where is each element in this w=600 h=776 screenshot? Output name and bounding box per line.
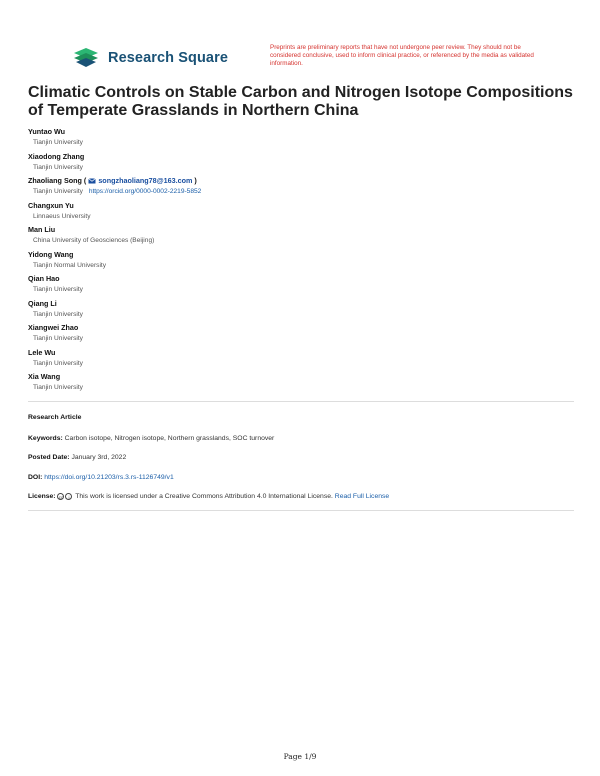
author-email-link[interactable] bbox=[88, 176, 192, 185]
author-affiliation: Tianjin University bbox=[33, 163, 83, 171]
author-name: Yidong Wang bbox=[28, 249, 74, 259]
author-entry bbox=[28, 273, 568, 298]
author-name: Xiaodong Zhang bbox=[28, 151, 85, 161]
author-entry bbox=[28, 224, 568, 249]
author-entry bbox=[28, 175, 568, 200]
author-affiliation-row bbox=[28, 186, 568, 197]
preprint-notice: Preprints are preliminary reports that have not undergone peer review. They should not be considered conclusive, used to inform clinical practice, or referenced by the media as validated information. bbox=[270, 44, 534, 67]
author-entry bbox=[28, 126, 568, 151]
divider bbox=[28, 401, 574, 402]
attribution-icon: i bbox=[65, 493, 72, 500]
research-square-logo-icon bbox=[72, 47, 102, 69]
author-affiliation: Tianjin University bbox=[33, 286, 83, 293]
author-entry bbox=[28, 298, 568, 323]
doi-row bbox=[28, 473, 174, 483]
author-entry bbox=[28, 371, 568, 396]
author-name: Qian Hao bbox=[28, 274, 60, 283]
author-entry bbox=[28, 151, 568, 176]
header bbox=[72, 44, 542, 80]
posted-date-label: Posted Date: bbox=[28, 454, 70, 461]
author-affiliation: Tianjin University bbox=[33, 139, 83, 146]
author-affiliation: Linnaeus University bbox=[33, 212, 91, 220]
author-entry bbox=[28, 200, 568, 225]
cc-icon: cc bbox=[58, 495, 64, 500]
article-type bbox=[28, 413, 81, 423]
keywords-value: Carbon isotope, Nitrogen isotope, Northern grasslands, SOC turnover bbox=[64, 435, 275, 442]
article-type-label: Research Article bbox=[28, 414, 82, 421]
author-affiliation: Tianjin Normal University bbox=[33, 261, 107, 269]
keywords-label: Keywords: bbox=[28, 435, 63, 442]
license-label: License: bbox=[28, 493, 56, 500]
author-name: Xiangwei Zhao bbox=[28, 323, 79, 332]
paren-close: ) bbox=[194, 176, 197, 185]
author-affiliation: Tianjin University bbox=[33, 335, 83, 342]
author-name: Yuntao Wu bbox=[28, 127, 65, 136]
logo-text: Research Square bbox=[108, 50, 228, 66]
read-full-license-link[interactable]: Read Full License bbox=[334, 493, 390, 500]
doi-label: DOI: bbox=[28, 474, 43, 481]
mail-icon bbox=[88, 178, 96, 184]
posted-date-value: January 3rd, 2022 bbox=[71, 454, 127, 461]
paren-open: ( bbox=[83, 176, 87, 185]
research-square-logo[interactable] bbox=[72, 47, 228, 69]
author-email: songzhaoliang78@163.com bbox=[98, 176, 193, 185]
keywords-row bbox=[28, 434, 274, 444]
author-affiliation: Tianjin University bbox=[33, 188, 83, 195]
author-entry bbox=[28, 347, 568, 372]
page-number: Page 1/9 bbox=[283, 752, 317, 761]
author-affiliation: Tianjin University bbox=[33, 384, 83, 391]
author-entry bbox=[28, 322, 568, 347]
corresponding-author bbox=[28, 175, 568, 186]
author-entry bbox=[28, 249, 568, 274]
author-affiliation: Tianjin University bbox=[33, 310, 83, 318]
divider bbox=[28, 510, 574, 511]
author-name: Zhaoliang Song bbox=[28, 176, 82, 185]
author-name: Man Liu bbox=[28, 225, 56, 234]
author-name: Qiang Li bbox=[28, 298, 57, 308]
license-row bbox=[28, 492, 389, 502]
orcid-link[interactable]: https://orcid.org/0000-0002-2219-5852 bbox=[88, 188, 202, 195]
author-name: Changxun Yu bbox=[28, 200, 74, 210]
author-affiliation: Tianjin University bbox=[33, 359, 83, 367]
author-name: Xia Wang bbox=[28, 372, 61, 381]
author-affiliation: China University of Geosciences (Beijing) bbox=[33, 237, 155, 244]
posted-date-row bbox=[28, 453, 126, 463]
license-text: This work is licensed under a Creative Commons Attribution 4.0 International License. bbox=[75, 493, 333, 500]
author-list bbox=[28, 126, 568, 396]
author-name: Lele Wu bbox=[28, 347, 56, 357]
paper-title: Climatic Controls on Stable Carbon and Nitrogen Isotope Compositions of Temperate Grasslands in Northern China bbox=[28, 84, 573, 119]
doi-link[interactable]: https://doi.org/10.21203/rs.3.rs-1126749/v1 bbox=[44, 474, 174, 481]
